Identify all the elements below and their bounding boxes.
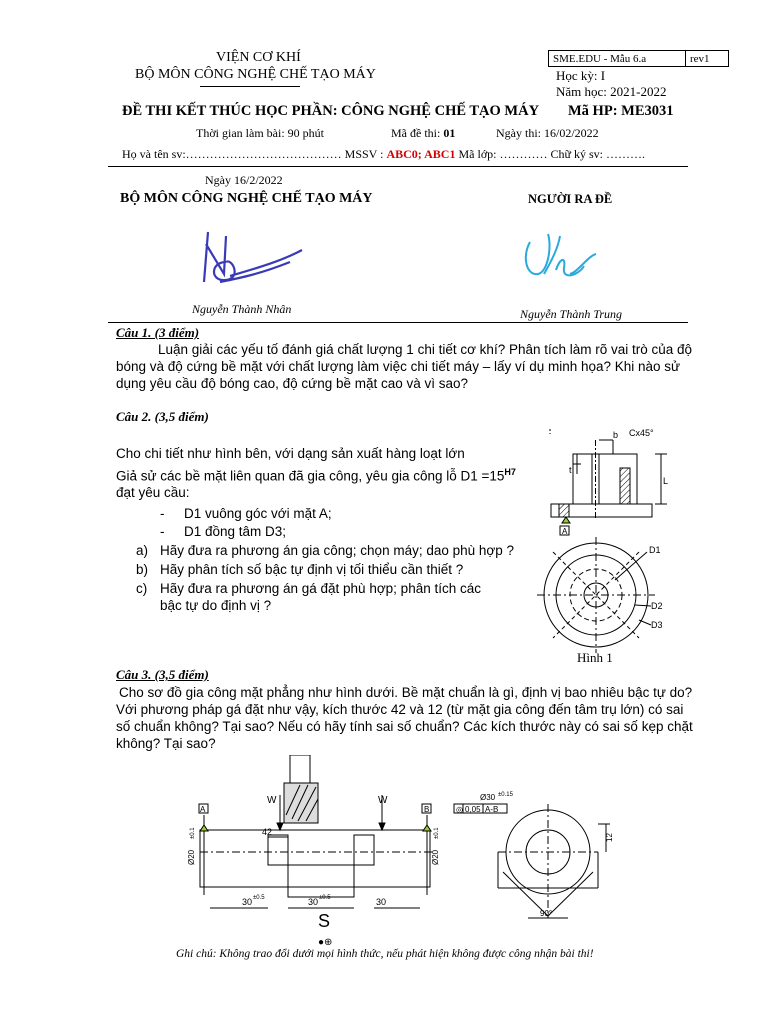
fig2-d20b-tol: ±0.1 [434, 827, 440, 839]
header-separator [108, 166, 688, 167]
fig3-d12-label: 12 [605, 833, 614, 842]
fig2-d20b-label: Ø20 [431, 849, 440, 865]
fig3-conc-value: 0,05 [465, 805, 481, 814]
fig2-A-label: A [200, 805, 206, 814]
fig2-d30c-label: 30 [376, 897, 387, 907]
fig2-symbol: ●⊕ [318, 937, 333, 948]
q2-item-a-text: Hãy đưa ra phương án gia công; chọn máy; dao phù hợp ? [160, 543, 515, 558]
fig3-conc-ref: A-B [485, 805, 499, 814]
fig2-d30b-label: 30 [308, 897, 319, 907]
figure-1-caption: Hình 1 [577, 650, 613, 665]
figure-1 [535, 420, 685, 660]
q2-item-c-key: c) [136, 581, 148, 596]
q2-item-b-text: Hãy phân tích số bậc tự định vị tối thiểu cần thiết ? [160, 562, 464, 577]
fig2-W2-label: W [378, 795, 388, 806]
q2-line3: đạt yêu cầu: [116, 485, 190, 500]
q3-title: Câu 3. (3,5 điểm) [116, 667, 209, 682]
fig2-d20a-tol: ±0.1 [190, 827, 196, 839]
fig1-A-label: A [562, 527, 568, 536]
q2-item-c [136, 580, 506, 614]
fig1-L-label: L [663, 476, 669, 486]
q2-item-b-key: b) [136, 562, 149, 577]
exam-date: Ngày thi: 16/02/2022 [496, 126, 599, 140]
fig2-W1-label: W [267, 795, 277, 806]
header-divider [200, 86, 300, 87]
duration: Thời gian làm bài: 90 phút [196, 126, 324, 140]
course-code: Mã HP: ME3031 [568, 103, 674, 119]
q2-item-a [136, 542, 516, 559]
exam-code [391, 126, 455, 141]
q2-req1-text: D1 vuông góc với mặt A; [184, 506, 332, 521]
exam-code-label: Mã đề thi: [391, 126, 441, 140]
q2-line2-text: Giả sử các bề mặt liên quan đã gia công, yêu gia công lỗ D1 =15 [116, 468, 505, 484]
author-signature [518, 226, 608, 286]
q2-item-c-text: Hãy đưa ra phương án gá đặt phù hợp; phân tích các bậc tự do định vị ? [160, 581, 481, 613]
figure-2-shaft [180, 755, 460, 950]
q2-item-a-key: a) [136, 543, 149, 558]
fig2-d42-label: 42 [262, 827, 273, 837]
exam-code-value: 01 [443, 126, 456, 140]
fig1-b-label: b [613, 430, 619, 440]
approver-title: BỘ MÔN CÔNG NGHỆ CHẾ TẠO MÁY [120, 191, 373, 206]
fig1-D2-label: D2 [651, 601, 663, 611]
q1-text: Luận giải các yếu tố đánh giá chất lượng 1 chi tiết cơ khí? Phân tích làm rõ vai trò của độ bóng và độ cứng bề mặt với chất lượng làm việc chi tiết máy – lấy ví dụ minh họa? Khi nào sử dụng yêu cầu độ bóng cao, độ cứng bề mặt cao và vì sao? [116, 342, 693, 391]
q2-tolerance: H7 [504, 467, 516, 477]
student-ids: ABC0; ABC1 [386, 147, 456, 161]
department-name: BỘ MÔN CÔNG NGHỆ CHẾ TẠO MÁY [135, 67, 376, 82]
q2-req2-text: D1 đồng tâm D3; [184, 524, 287, 539]
q2-req2: - D1 đồng tâm D3; [160, 524, 287, 539]
class-code-field: Mã lớp: ………… Chữ ký sv: ………. [458, 147, 646, 161]
fig3-angle-label: 90° [540, 909, 553, 918]
student-name-field: Họ và tên sv:………………………………… MSSV : [122, 147, 384, 161]
fig2-B-label: B [424, 805, 430, 814]
fig2-d30a-label: 30 [242, 897, 253, 907]
signature-separator [108, 322, 688, 323]
revision: rev1 [686, 51, 729, 67]
approver-signature [190, 222, 310, 292]
q2-line2 [116, 464, 516, 485]
fig3-d30-label: Ø30 [480, 793, 496, 802]
fig2-S-label: S [318, 911, 331, 931]
fig3-conc-symbol: ◎ [456, 805, 463, 814]
fig1-D1-label: D1 [649, 545, 661, 555]
school-year: Năm học: 2021-2022 [556, 84, 667, 99]
institute-name: VIỆN CƠ KHÍ [216, 50, 301, 65]
fig2-d30a-tol: ±0.5 [253, 895, 265, 901]
form-code: SME.EDU - Mẫu 6.a [549, 51, 686, 67]
figure-3-end-view [448, 788, 618, 928]
exam-title: ĐỀ THI KẾT THÚC HỌC PHẦN: CÔNG NGHỆ CHẾ TẠO MÁY [122, 103, 540, 119]
approver-name: Nguyễn Thành Nhân [192, 302, 292, 316]
author-title: NGƯỜI RA ĐỀ [528, 192, 613, 206]
semester: Học kỳ: I [556, 68, 606, 83]
q3-text: Cho sơ đồ gia công mặt phẳng như hình dưới. Bề mặt chuẩn là gì, định vị bao nhiêu bậc tự do? Với phương pháp gá đặt như vậy, kích thước 42 và 12 (từ mặt gia công đến tâm trụ lớn) có sai số chuẩn không? Tại sao? Nếu có hãy tính sai số chuẩn? Các kích thước này có sai số kẹp chặt không? Tại sao? [116, 685, 693, 751]
fig2-d30b-tol: ±0.5 [319, 895, 331, 901]
q2-item-b [136, 561, 516, 578]
fig1-chamfer-label: Cx45° [629, 428, 654, 438]
form-code-box [548, 50, 729, 67]
fig2-d20a-label: Ø20 [187, 849, 196, 865]
student-info-line [122, 147, 645, 162]
fig1-D3-label: D3 [651, 620, 663, 630]
q1-title: Câu 1. (3 điểm) [116, 325, 200, 340]
fig3-d30-tol: ±0.15 [498, 792, 513, 798]
q2-req1: - D1 vuông góc với mặt A; [160, 506, 332, 521]
footer-note: Ghi chú: Không trao đổi dưới mọi hình thức, nếu phát hiện không được công nhận bài thi! [176, 948, 594, 960]
q2-line1: Cho chi tiết như hình bên, với dạng sản xuất hàng loạt lớn [116, 446, 465, 461]
approval-date: Ngày 16/2/2022 [205, 173, 283, 187]
fig1-t-label: t [569, 465, 572, 475]
author-name: Nguyễn Thành Trung [520, 307, 623, 321]
q2-title: Câu 2. (3,5 điểm) [116, 409, 209, 424]
